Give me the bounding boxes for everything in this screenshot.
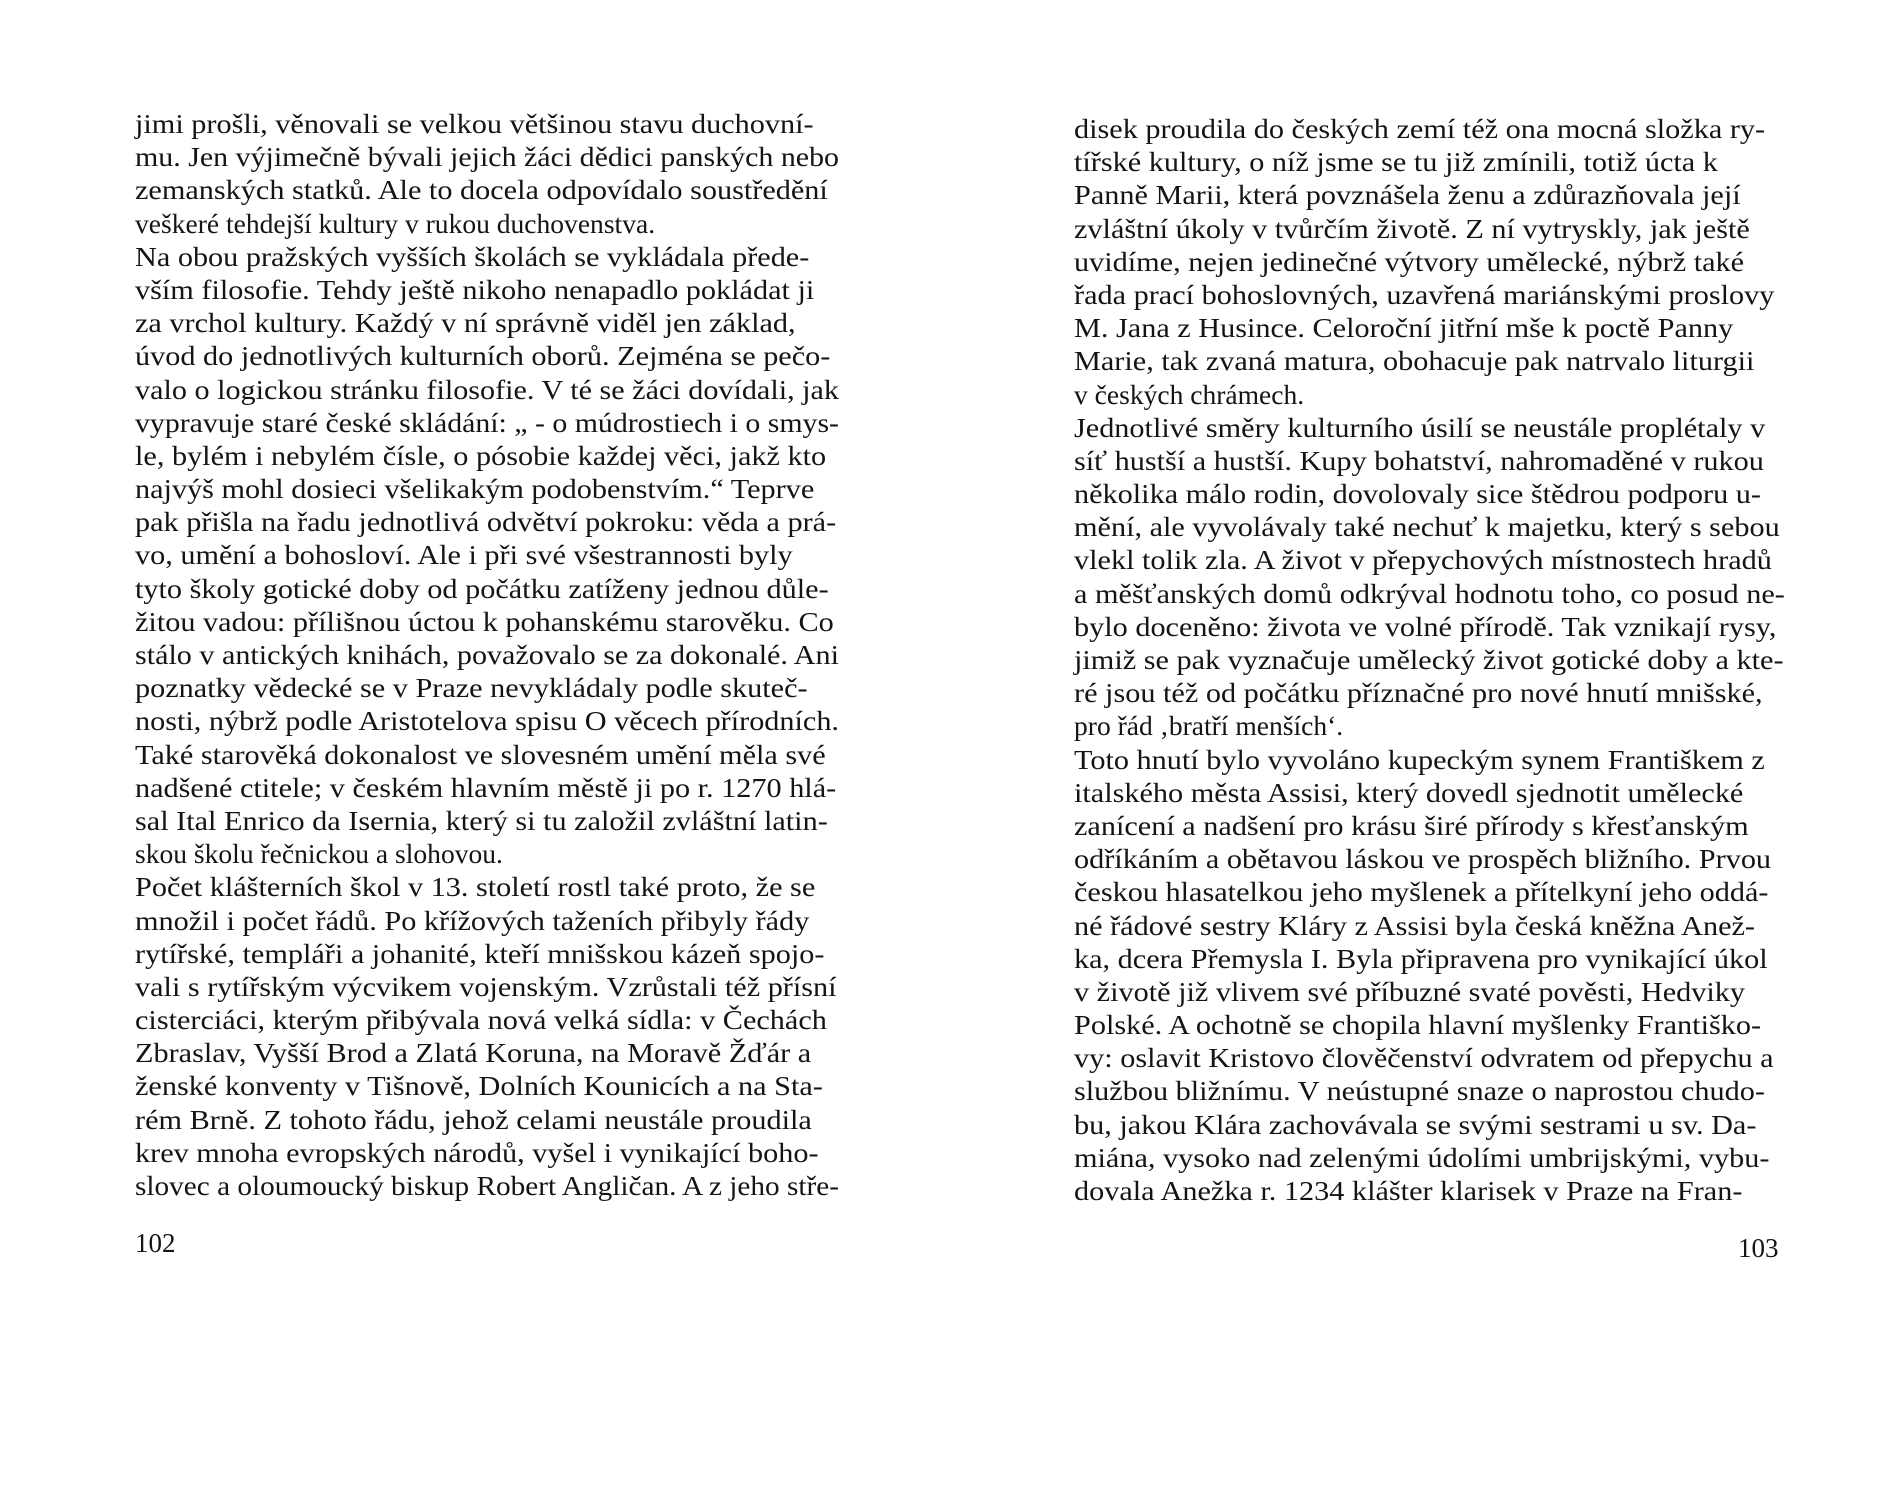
text-line: [1074, 578, 1791, 611]
text-line: [135, 705, 839, 738]
text-line: [135, 606, 839, 639]
text-line: [135, 1104, 839, 1137]
text-line-content: Jednotlivé směry kulturního úsilí se neustále proplétaly v: [1074, 412, 1766, 443]
text-line-content: Toto hnutí bylo vyvoláno kupeckým synem Františkem z: [1074, 744, 1765, 775]
text-line-content: italského města Assisi, který dovedl sjednotit umělecké: [1074, 777, 1744, 808]
text-line: [135, 141, 839, 174]
left-page-text: [135, 108, 839, 1203]
text-line-content: ka, dcera Přemysla I. Byla připravena pro vynikající úkol: [1074, 943, 1768, 974]
text-line-content: Marie, tak zvaná matura, obohacuje pak natrvalo liturgii: [1074, 346, 1755, 377]
right-page-text: [1074, 113, 1791, 1208]
text-line: [135, 1037, 839, 1070]
text-line: [1074, 1009, 1791, 1042]
text-line: [135, 1004, 839, 1037]
text-line: [135, 938, 839, 971]
text-line: [135, 208, 839, 241]
text-line: [1074, 677, 1791, 710]
text-line-content: za vrchol kultury. Každý v ní správně viděl jen základ,: [135, 308, 796, 339]
text-line: [135, 1137, 839, 1170]
text-line-content: síť hustší a hustší. Kupy bohatství, nahromaděné v rukou: [1074, 445, 1764, 476]
text-line-content: a měšťanských domů odkrýval hodnotu toho, co posud ne-: [1074, 578, 1785, 609]
text-line: [135, 407, 839, 440]
text-line-content: mu. Jen výjimečně bývali jejich žáci dědici panských nebo: [135, 142, 840, 173]
text-line-content: vším filosofie. Tehdy ještě nikoho nenapadlo pokládat ji: [135, 274, 815, 305]
text-line: [1074, 544, 1791, 577]
text-line-content: tířské kultury, o níž jsme se tu již zmínili, totiž úcta k: [1074, 147, 1718, 178]
text-line: [135, 1070, 839, 1103]
text-line-content: řada prací bohoslovných, uzavřená mariánskými proslovy: [1074, 279, 1775, 310]
text-line: [1074, 876, 1791, 909]
text-line: [135, 108, 839, 141]
text-line-content: pak přišla na řadu jednotlivá odvětví pokroku: věda a prá-: [135, 507, 837, 538]
text-line-content: nadšené ctitele; v českém hlavním městě ji po r. 1270 hlá-: [135, 772, 837, 803]
text-line: [1074, 146, 1791, 179]
text-line: [135, 539, 839, 572]
text-line-content: ré jsou též od počátku příznačné pro nové hnutí mnišské,: [1074, 678, 1763, 709]
text-line-content: vali s rytířským výcvikem vojenským. Vzrůstali též přísní: [135, 971, 837, 1002]
text-line-content: v životě již vlivem své příbuzné svaté pověsti, Hedviky: [1074, 976, 1746, 1007]
text-line: [135, 639, 839, 672]
text-line-content: Také starověká dokonalost ve slovesném umění měla své: [135, 739, 826, 770]
text-line-content: sal Ital Enrico da Isernia, který si tu založil zvláštní latin-: [135, 805, 828, 836]
text-line-content: veškeré tehdejší kultury v rukou duchovenstva.: [135, 208, 656, 239]
text-line-content: poznatky vědecké se v Praze nevykládaly podle skuteč-: [135, 673, 808, 704]
text-line-content: vlekl tolik zla. A život v přepychových místnostech hradů: [1074, 545, 1772, 576]
text-line: [135, 374, 839, 407]
text-line-content: množil i počet řádů. Po křížových taženích přibyly řády: [135, 905, 810, 936]
text-line-content: slovec a oloumoucký biskup Robert Angličan. A z jeho stře-: [135, 1171, 840, 1201]
text-line: [1074, 976, 1791, 1009]
text-line: [135, 905, 839, 938]
text-line: [135, 772, 839, 805]
text-line: [1074, 611, 1791, 644]
text-line-content: zvláštní úkoly v tvůrčím životě. Z ní vytryskly, jak ještě: [1074, 213, 1750, 244]
text-line: [135, 506, 839, 539]
text-line-content: odříkáním a obětavou láskou ve prospěch bližního. Prvou: [1074, 844, 1772, 875]
left-page-number: 102: [135, 1228, 176, 1258]
text-line-content: mění, ale vyvolávaly také nechuť k majetku, který s sebou: [1074, 512, 1780, 543]
text-line-content: Počet klášterních škol v 13. století rostl také proto, že se: [135, 872, 816, 903]
text-line: [1074, 843, 1791, 876]
text-line: [1074, 910, 1791, 943]
text-line-content: stálo v antických knihách, považovalo se za dokonalé. Ani: [135, 640, 839, 670]
text-line: [135, 672, 839, 705]
text-line: [1074, 511, 1791, 544]
text-line-content: uvidíme, nejen jedinečné výtvory umělecké, nýbrž také: [1074, 246, 1745, 277]
text-line: [1074, 744, 1791, 777]
text-line: [1074, 810, 1791, 843]
text-line-content: Zbraslav, Vyšší Brod a Zlatá Koruna, na Moravě Žďár a: [135, 1038, 812, 1069]
text-line: [1074, 1109, 1791, 1142]
text-line-content: rytířské, templáři a johanité, kteří mnišskou kázeň spojo-: [135, 938, 825, 969]
text-line: [135, 274, 839, 307]
text-line: [135, 573, 839, 606]
text-line: [1074, 777, 1791, 810]
text-line: [135, 739, 839, 772]
text-line: [135, 340, 839, 373]
text-line: [135, 805, 839, 838]
text-line: [135, 473, 839, 506]
text-line: [1074, 478, 1791, 511]
text-line-content: jimiž se pak vyznačuje umělecký život gotické doby a kte-: [1074, 645, 1784, 675]
text-line: [1074, 412, 1791, 445]
text-line: [1074, 1042, 1791, 1075]
text-line: [135, 1170, 839, 1203]
text-line: [1074, 213, 1791, 246]
text-line: [135, 174, 839, 207]
text-line-content: úvod do jednotlivých kulturních oborů. Zejména se pečo-: [135, 341, 831, 372]
text-line-content: bu, jakou Klára zachovávala se svými sestrami u sv. Da-: [1074, 1109, 1757, 1140]
text-line-content: ženské konventy v Tišnově, Dolních Kounicích a na Sta-: [135, 1071, 823, 1102]
text-line-content: cisterciáci, kterým přibývala nová velká sídla: v Čechách: [135, 1005, 827, 1036]
text-line: [1074, 1075, 1791, 1108]
text-line-content: dovala Anežka r. 1234 klášter klarisek v Praze na Fran-: [1074, 1176, 1743, 1206]
text-line-content: miána, vysoko nad zelenými údolími umbrijskými, vybu-: [1074, 1142, 1770, 1173]
text-line: [1074, 246, 1791, 279]
text-line: [1074, 312, 1791, 345]
text-line-content: le, bylém i nebylém čísle, o pósobie každej věci, jakž kto: [135, 440, 827, 471]
text-line-content: M. Jana z Husince. Celoroční jitřní mše k poctě Panny: [1074, 313, 1734, 344]
text-line-content: Na obou pražských vyšších školách se vykládala přede-: [135, 241, 810, 272]
text-line: [135, 838, 839, 871]
text-line-content: bylo doceněno: života ve volné přírodě. Tak vznikají rysy,: [1074, 611, 1777, 642]
text-line: [1074, 279, 1791, 312]
text-line-content: pro řád ‚bratří menších‘.: [1074, 711, 1344, 742]
text-line-content: najvýš mohl dosieci všelikakým podobenstvím.“ Teprve: [135, 474, 815, 505]
text-line: [135, 307, 839, 340]
text-line-content: zemanských statků. Ale to docela odpovídalo soustředění: [135, 175, 828, 206]
text-line-content: tyto školy gotické doby od počátku zatíženy jednou důle-: [135, 573, 829, 604]
text-line: [135, 440, 839, 473]
text-line: [1074, 644, 1791, 677]
text-line-content: disek proudila do českých zemí též ona mocná složka ry-: [1074, 114, 1766, 144]
text-line: [1074, 379, 1791, 412]
text-line: [1074, 1142, 1791, 1175]
text-line: [135, 871, 839, 904]
text-line: [1074, 345, 1791, 378]
text-line-content: krev mnoha evropských národů, vyšel i vynikající boho-: [135, 1137, 819, 1168]
text-line-content: rém Brně. Z tohoto řádu, jehož celami neustále proudila: [135, 1104, 812, 1135]
text-line: [135, 971, 839, 1004]
text-line-content: v českých chrámech.: [1074, 379, 1305, 410]
right-page: [949, 0, 1898, 1500]
text-line-content: né řádové sestry Kláry z Assisi byla česká kněžna Anež-: [1074, 910, 1756, 941]
text-line: [1074, 179, 1791, 212]
text-line: [1074, 710, 1791, 743]
text-line-content: vypravuje staré české skládání: „ - o múdrostiech i o smys-: [135, 407, 839, 438]
text-line-content: zanícení a nadšení pro krásu širé přírody s křesťanským: [1074, 810, 1749, 841]
text-line-content: vo, umění a bohosloví. Ale i při své všestrannosti byly: [135, 540, 793, 571]
text-line-content: nosti, nýbrž podle Aristotelova spisu O věcech přírodních.: [135, 706, 839, 737]
text-line-content: několika málo rodin, dovolovaly sice štědrou podporu u-: [1074, 479, 1761, 510]
text-line-content: Polské. A ochotně se chopila hlavní myšlenky Františko-: [1074, 1010, 1762, 1041]
right-page-number: 103: [1738, 1233, 1779, 1263]
text-line-content: žitou vadou: přílišnou úctou k pohanskému starověku. Co: [135, 606, 834, 637]
text-line-content: českou hlasatelkou jeho myšlenek a přítelkyní jeho oddá-: [1074, 877, 1769, 908]
text-line-content: jimi prošli, věnovali se velkou většinou stavu duchovní-: [135, 109, 814, 139]
text-line: [135, 241, 839, 274]
text-line-content: valo o logickou stránku filosofie. V té se žáci dovídali, jak: [135, 374, 840, 405]
text-line: [1074, 1175, 1791, 1208]
text-line-content: Panně Marii, která povznášela ženu a zdůrazňovala její: [1074, 180, 1741, 211]
text-line: [1074, 943, 1791, 976]
text-line-content: službou bližnímu. V neústupné snaze o naprostou chudo-: [1074, 1076, 1765, 1107]
text-line-content: skou školu řečnickou a slohovou.: [135, 839, 503, 870]
text-line: [1074, 113, 1791, 146]
text-line-content: vy: oslavit Kristovo člověčenství odvratem od přepychu a: [1074, 1043, 1774, 1074]
text-line: [1074, 445, 1791, 478]
